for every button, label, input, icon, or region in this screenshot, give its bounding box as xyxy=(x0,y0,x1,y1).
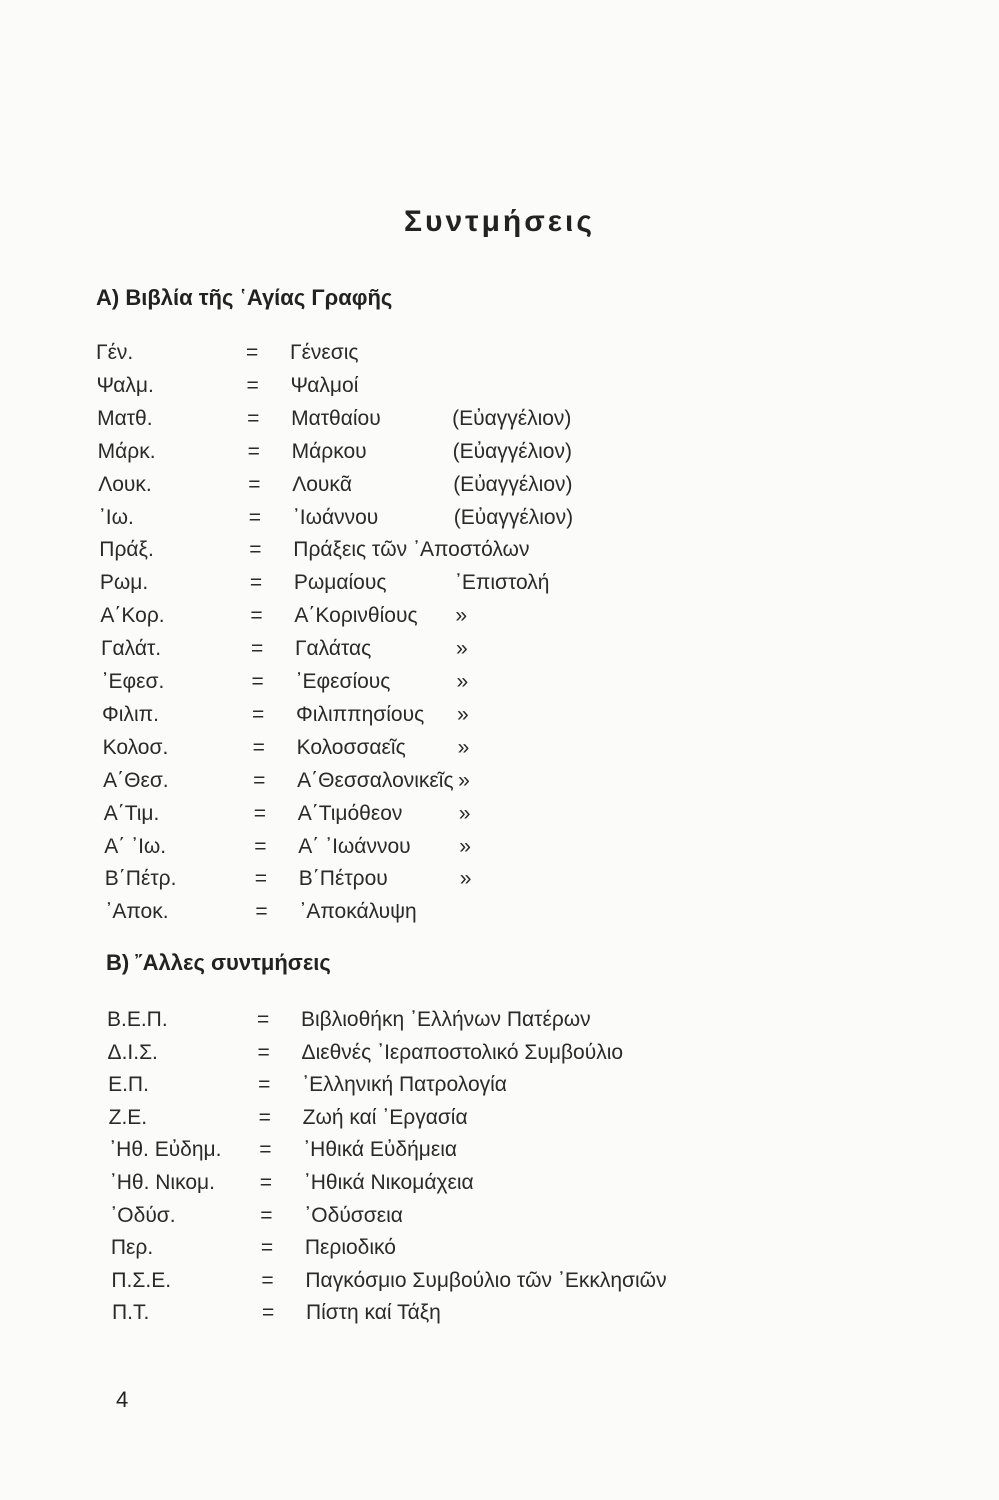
abbreviation-row xyxy=(109,1106,809,1138)
full-term: ᾽Ελληνική Πατρολογία xyxy=(302,1073,507,1097)
section-a-heading: Α) Βιβλία τῆς ῾Αγίας Γραφῆς xyxy=(96,285,393,310)
abbreviation: Δ.Ι.Σ. xyxy=(107,1040,158,1064)
full-term: Ψαλμοί xyxy=(290,373,359,397)
abbreviation: Μάρκ. xyxy=(97,439,156,463)
abbreviation-row xyxy=(107,1008,807,1040)
term-note: » xyxy=(457,735,470,759)
abbreviation: Ματθ. xyxy=(97,406,153,430)
term-note: (Εὐαγγέλιον) xyxy=(452,439,572,463)
abbreviation-row xyxy=(110,1204,810,1236)
full-term: Β΄Πέτρου xyxy=(298,867,388,891)
abbreviation-row xyxy=(98,473,798,505)
full-term: Ρωμαίους xyxy=(293,571,387,595)
full-term: Κολοσσαεῖς xyxy=(296,735,406,759)
equals-sign: = xyxy=(257,1008,270,1031)
abbreviation: Α΄Κορ. xyxy=(100,604,165,628)
equals-sign: = xyxy=(252,702,265,726)
abbreviation: Πράξ. xyxy=(99,538,154,562)
equals-sign: = xyxy=(247,406,260,430)
section-b-heading: Β) ῎Αλλες συντμήσεις xyxy=(106,950,331,975)
full-term: Διεθνές ᾽Ιεραποστολικό Συμβούλιο xyxy=(301,1040,624,1064)
equals-sign: = xyxy=(248,472,261,496)
term-note: » xyxy=(457,702,469,726)
full-term: Γένεσις xyxy=(290,341,359,364)
equals-sign: = xyxy=(259,1171,273,1194)
abbreviation-row xyxy=(98,440,798,472)
full-term: Φιλιππησίους xyxy=(296,702,425,726)
abbreviation-row xyxy=(97,407,797,439)
abbreviation: Α΄Τιμ. xyxy=(103,801,160,825)
term-note: » xyxy=(455,604,468,628)
abbreviation-row xyxy=(103,736,803,768)
term-note: (Εὐαγγέλιον) xyxy=(452,406,572,430)
abbreviation: Ψαλμ. xyxy=(96,373,154,397)
full-term: Ζωή καί ᾽Εργασία xyxy=(302,1105,468,1129)
equals-sign: = xyxy=(252,735,265,759)
equals-sign: = xyxy=(250,637,264,661)
full-term: ᾽Οδύσσεια xyxy=(304,1203,403,1227)
abbreviation: Λουκ. xyxy=(98,472,152,496)
full-term: Α΄ ᾽Ιωάννου xyxy=(298,834,411,858)
abbreviation: Ζ.Ε. xyxy=(108,1105,148,1129)
abbreviation-row xyxy=(104,835,804,867)
equals-sign: = xyxy=(257,1040,270,1064)
abbreviation-row xyxy=(105,867,805,899)
term-note: » xyxy=(456,670,469,693)
full-term: Α΄Θεσσαλονικεῖς xyxy=(297,768,454,792)
equals-sign: = xyxy=(259,1138,272,1162)
full-term: ᾽Ηθικά Εὐδήμεια xyxy=(303,1138,458,1162)
abbreviation-row xyxy=(111,1236,811,1268)
page-title: Συντμήσεις xyxy=(404,205,595,238)
full-term: ᾽Αποκάλυψη xyxy=(299,900,417,924)
abbreviation-row xyxy=(101,637,801,669)
equals-sign: = xyxy=(255,900,268,924)
full-term: Παγκόσμιο Συμβούλιο τῶν ᾽Εκκλησιῶν xyxy=(305,1268,667,1292)
term-note: (Εὐαγγέλιον) xyxy=(453,505,574,529)
abbreviation: ᾽Ηθ. Εὐδημ. xyxy=(109,1138,222,1162)
equals-sign: = xyxy=(258,1073,271,1097)
page-number: 4 xyxy=(116,1387,129,1412)
abbreviation: Π.Σ.Ε. xyxy=(111,1268,172,1292)
abbreviation: Β΄Πέτρ. xyxy=(104,867,177,891)
full-term: Μάρκου xyxy=(291,439,367,463)
full-term: Ματθαίου xyxy=(291,406,381,430)
full-term: Α΄Κορινθίους xyxy=(294,604,418,628)
abbreviation-row xyxy=(109,1138,809,1170)
abbreviation: Περ. xyxy=(110,1236,154,1260)
abbreviation: Κολοσ. xyxy=(102,735,169,759)
full-term: Περιοδικό xyxy=(304,1236,396,1260)
full-term: Πράξεις τῶν ᾽Αποστόλων xyxy=(293,538,530,562)
abbreviation-row xyxy=(104,802,804,834)
equals-sign: = xyxy=(261,1268,274,1292)
abbreviation-row xyxy=(96,341,796,373)
abbreviation: ᾽Αποκ. xyxy=(105,900,169,924)
abbreviation: Β.Ε.Π. xyxy=(107,1008,168,1031)
equals-sign: = xyxy=(260,1203,273,1227)
full-term: ᾽Ιωάννου xyxy=(292,505,379,529)
equals-sign: = xyxy=(249,571,263,595)
abbreviation-row xyxy=(97,374,797,406)
full-term: Πίστη καί Τάξη xyxy=(305,1301,441,1325)
full-term: Α΄Τιμόθεον xyxy=(297,801,403,825)
abbreviation: Γαλάτ. xyxy=(100,637,162,661)
abbreviation-row xyxy=(103,769,803,801)
term-note: » xyxy=(458,801,471,825)
full-term: Λουκᾶ xyxy=(292,472,353,496)
term-note: » xyxy=(458,768,470,792)
abbreviation: Α΄Θεσ. xyxy=(103,768,169,792)
equals-sign: = xyxy=(249,538,262,562)
abbreviation: ᾽Εφεσ. xyxy=(101,670,165,693)
abbreviation-row xyxy=(105,900,805,932)
abbreviation: Φιλιπ. xyxy=(102,702,159,726)
term-note: ᾽Επιστολή xyxy=(454,571,550,595)
equals-sign: = xyxy=(246,373,259,397)
abbreviation-row xyxy=(111,1269,811,1301)
abbreviation: Α΄ ᾽Ιω. xyxy=(104,834,167,858)
abbreviation-row xyxy=(102,703,802,735)
abbreviation-row xyxy=(100,604,800,636)
abbreviation-row xyxy=(112,1301,812,1333)
equals-sign: = xyxy=(251,670,264,693)
equals-sign: = xyxy=(248,505,262,529)
abbreviation-row xyxy=(100,571,800,603)
abbreviation: Ρωμ. xyxy=(99,571,149,595)
abbreviation-row xyxy=(108,1041,808,1073)
equals-sign: = xyxy=(250,604,263,628)
full-term: ᾽Εφεσίους xyxy=(295,670,391,693)
abbreviation: ᾽Ιω. xyxy=(98,505,134,529)
equals-sign: = xyxy=(254,867,268,891)
term-note: (Εὐαγγέλιον) xyxy=(453,472,573,496)
equals-sign: = xyxy=(260,1236,274,1260)
term-note: » xyxy=(459,834,471,858)
equals-sign: = xyxy=(253,768,266,792)
abbreviation: Ε.Π. xyxy=(108,1073,149,1097)
abbreviation-row xyxy=(110,1171,810,1203)
abbreviation: ᾽Οδύσ. xyxy=(110,1203,176,1227)
full-term: Γαλάτας xyxy=(294,637,372,661)
equals-sign: = xyxy=(246,341,259,364)
abbreviation-row xyxy=(108,1073,808,1105)
equals-sign: = xyxy=(253,801,266,825)
abbreviation: Γέν. xyxy=(96,341,134,364)
abbreviation: Π.Τ. xyxy=(111,1301,150,1325)
abbreviation-row xyxy=(102,670,802,702)
term-note: » xyxy=(455,637,468,661)
full-term: ᾽Ηθικά Νικομάχεια xyxy=(303,1171,474,1194)
equals-sign: = xyxy=(254,834,267,858)
term-note: » xyxy=(459,867,472,891)
abbreviation-row xyxy=(99,506,799,538)
abbreviation: ᾽Ηθ. Νικομ. xyxy=(109,1171,215,1194)
full-term: Βιβλιοθήκη ᾽Ελλήνων Πατέρων xyxy=(301,1008,591,1031)
equals-sign: = xyxy=(261,1301,275,1325)
abbreviation-row xyxy=(99,538,799,570)
equals-sign: = xyxy=(258,1105,271,1129)
equals-sign: = xyxy=(247,439,260,463)
